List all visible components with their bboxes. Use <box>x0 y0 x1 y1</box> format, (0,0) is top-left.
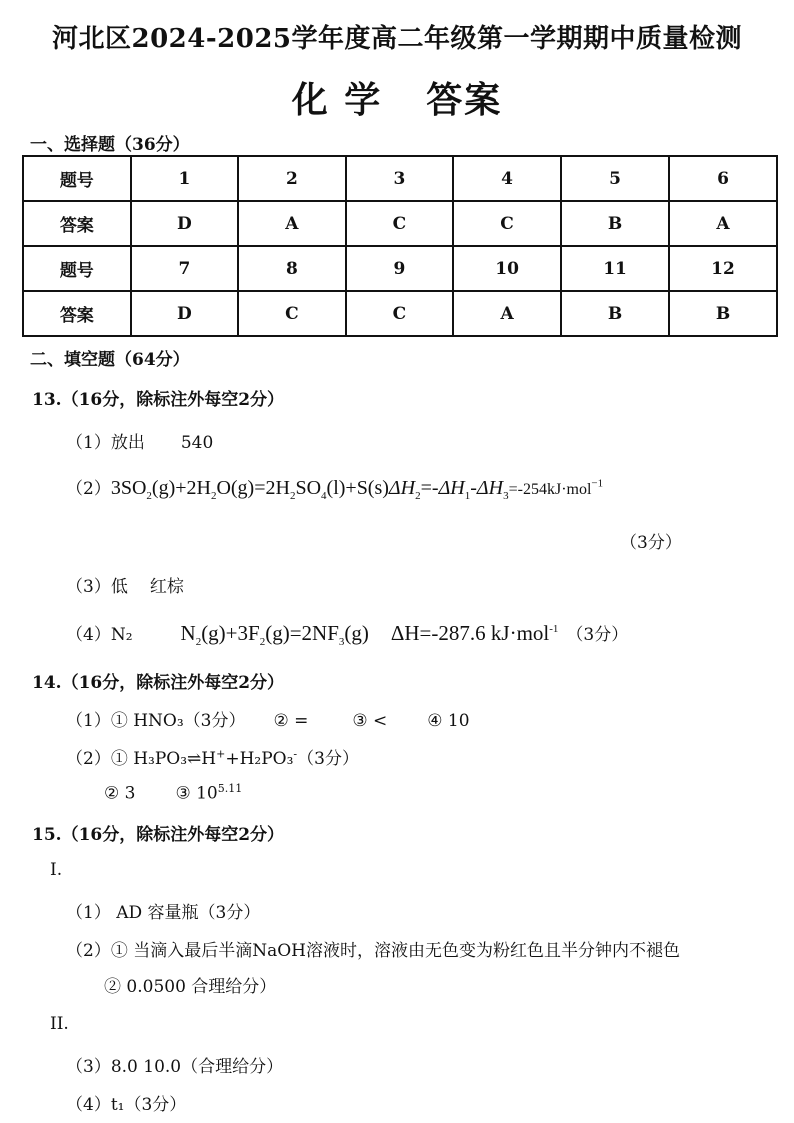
q15-part1: I. <box>50 860 63 880</box>
table-cell: 10 <box>453 246 561 291</box>
answer-table <box>22 155 778 337</box>
q15-answer-2b: ② 0.0500 合理给分） <box>104 977 277 997</box>
eq-part: N <box>180 621 196 645</box>
eq-sup: -1 <box>549 623 559 635</box>
eq-part: =- <box>420 477 439 499</box>
table-cell: 3 <box>346 156 453 201</box>
table-cell: 1 <box>131 156 239 201</box>
eq-sub: 3 <box>338 636 345 649</box>
q13-4-label: （4）N₂ <box>66 625 133 645</box>
table-cell: 答案 <box>23 291 131 336</box>
subject-name: 化 学 <box>291 79 383 121</box>
q15-answer-3: （3）8.0 10.0（合理给分） <box>66 1057 284 1077</box>
q13-1-label: （1）放出 <box>66 433 145 453</box>
eq-sub: 4 <box>321 490 327 502</box>
table-cell: C <box>346 291 453 336</box>
q14-answer-1 <box>66 706 470 731</box>
q15-answer-4: （4）t₁（3分） <box>66 1095 187 1115</box>
q14-2-b: +H₂PO₃ <box>225 749 294 769</box>
table-cell: 2 <box>238 156 345 201</box>
q14-2-sup: + <box>216 747 226 761</box>
q15-answer-2: （2）① 当滴入最后半滴NaOH溶液时，溶液由无色变为粉红色且半分钟内不褪色 <box>66 941 680 961</box>
page-title: 河北区2024-2025学年度高二年级第一学期期中质量检测 <box>51 24 743 54</box>
table-cell: 8 <box>238 246 345 291</box>
table-cell: B <box>561 291 669 336</box>
q14-2-d: ② 3 <box>104 783 136 804</box>
eq-sub: 3 <box>503 490 509 502</box>
q14-1-d: ④ 10 <box>427 711 470 731</box>
table-cell: 答案 <box>23 201 131 246</box>
q14-2-a: （2）① H₃PO₃⇌H <box>66 749 217 769</box>
eq-part: ΔH=-287.6 kJ·mol <box>390 621 550 645</box>
q13-4-score: （3分） <box>566 625 629 645</box>
table-cell: C <box>238 291 345 336</box>
section1-heading: 一、选择题（36分） <box>30 135 190 155</box>
eq-sub: 2 <box>195 636 202 649</box>
eq-part: ΔH <box>438 477 465 499</box>
q14-heading: 14.（16分，除标注外每空2分） <box>32 673 285 693</box>
table-cell: A <box>238 201 345 246</box>
eq-part: O(g)=2H <box>216 477 290 499</box>
q13-2-score: （3分） <box>620 533 682 553</box>
section2-heading: 二、填空题（64分） <box>30 350 190 370</box>
table-row <box>23 291 777 336</box>
table-cell: 题号 <box>23 156 131 201</box>
eq-part: - <box>470 477 477 499</box>
q13-3-value: 红棕 <box>149 577 184 597</box>
eq-sub: 2 <box>259 636 266 649</box>
eq-sub: 2 <box>210 490 217 502</box>
table-cell: A <box>669 201 777 246</box>
table-row <box>23 156 777 201</box>
q14-answer-2 <box>66 744 359 769</box>
table-cell: 11 <box>561 246 669 291</box>
eq-part: (g)=2NF <box>265 621 339 645</box>
eq-part: ΔH <box>388 477 416 499</box>
table-row <box>23 246 777 291</box>
table-cell: D <box>131 201 239 246</box>
table-cell: C <box>346 201 453 246</box>
eq-part: (g)+3F <box>201 621 260 645</box>
eq-part: SO <box>295 477 322 499</box>
q15-part2: II. <box>50 1014 69 1034</box>
eq-sub: 2 <box>415 490 421 502</box>
eq-part: =-254kJ·mol <box>508 481 592 498</box>
eq-sub: 2 <box>289 490 296 502</box>
subject-answer: 答案 <box>426 79 503 121</box>
table-cell: A <box>453 291 561 336</box>
q13-4-equation <box>180 621 559 649</box>
table-cell: 9 <box>346 246 453 291</box>
eq-part: ΔH <box>476 477 504 499</box>
q14-2-sup: 5.11 <box>217 782 243 795</box>
table-cell: 5 <box>561 156 669 201</box>
q15-heading: 15.（16分，除标注外每空2分） <box>32 825 285 845</box>
q14-2-c: （3分） <box>297 749 359 769</box>
table-cell: 4 <box>453 156 561 201</box>
table-cell: C <box>453 201 561 246</box>
table-cell: B <box>561 201 669 246</box>
table-row <box>23 201 777 246</box>
q14-1-a: （1）① HNO₃（3分） <box>66 711 246 731</box>
eq-sub: 1 <box>464 490 471 502</box>
q13-answer-1 <box>66 428 213 453</box>
eq-part: (g)+2H <box>151 477 211 499</box>
q14-2-sup: - <box>293 747 298 761</box>
q14-1-c: ③ < <box>352 711 388 731</box>
q13-1-value: 540 <box>180 433 214 453</box>
eq-part: 3SO <box>110 477 147 499</box>
q13-2-label: （2） <box>66 479 111 499</box>
q14-answer-2b <box>104 782 242 804</box>
table-cell: 12 <box>669 246 777 291</box>
table-cell: D <box>131 291 239 336</box>
q13-heading: 13.（16分，除标注外每空2分） <box>32 390 285 410</box>
table-cell: 题号 <box>23 246 131 291</box>
eq-sup: −1 <box>591 477 604 490</box>
eq-part: (l)+S(s) <box>326 477 389 499</box>
subject-title <box>0 72 794 123</box>
eq-sub: 2 <box>146 490 152 502</box>
q13-answer-3 <box>66 572 184 597</box>
q14-2-e: ③ 10 <box>175 783 218 804</box>
eq-part: (g) <box>344 621 369 645</box>
table-cell: B <box>669 291 777 336</box>
q13-2-equation <box>110 477 604 502</box>
q14-1-b: ② = <box>273 711 309 731</box>
table-cell: 6 <box>669 156 777 201</box>
q13-answer-2 <box>66 474 603 502</box>
q13-answer-4 <box>66 620 628 648</box>
q13-3-label: （3）低 <box>66 577 128 597</box>
q15-answer-1: （1） AD 容量瓶（3分） <box>66 903 261 923</box>
table-cell: 7 <box>131 246 239 291</box>
